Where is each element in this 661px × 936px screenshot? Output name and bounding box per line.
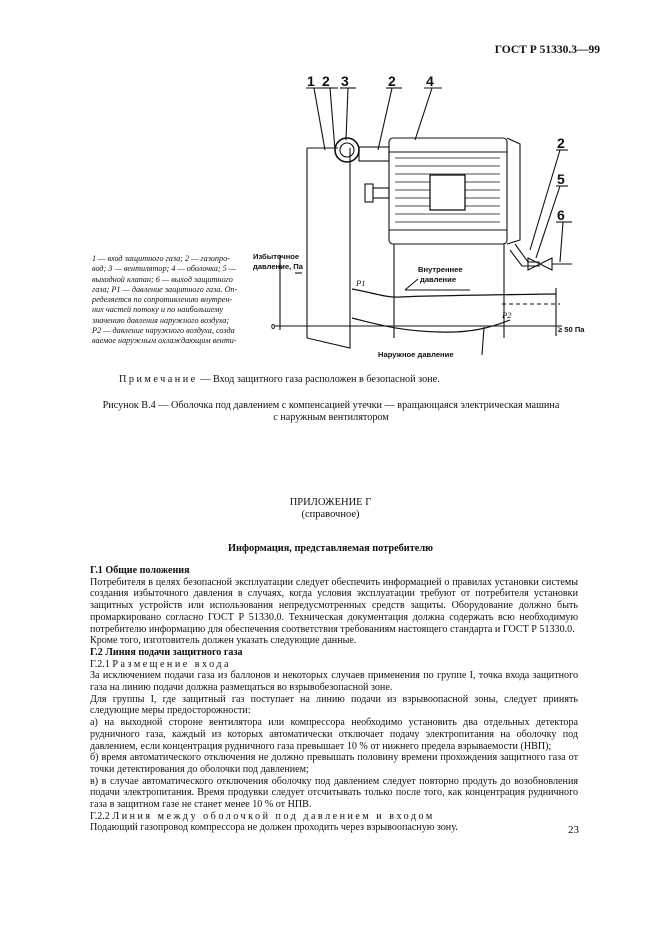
figure-caption (70, 400, 592, 424)
callout-2c: 2 (557, 135, 565, 151)
legend-line: Р2 — давление наружного воздуха, созда (92, 326, 235, 336)
g2-item-b: б) время автоматического отключения не должно превышать половину времени прохождения защитного газа от точки детектирования до оболочки под давлением; (90, 752, 578, 775)
legend-line: вод; 3 — вентилятор; 4 — оболочка; 5 — (92, 264, 237, 274)
legend-line: газа; Р1 — давление защитного газа. Оп- (92, 284, 238, 294)
caption-line: Рисунок В.4 — Оболочка под давлением с компенсацией утечки — вращающаяся электрическая машина (102, 400, 560, 411)
g2-paragraph-2: Для группы I, где защитный газ поступает на линию подачи из взрывоопасной зоны, следует принять следующие меры предосторожности: (90, 693, 578, 717)
appendix-title: ПРИЛОЖЕНИЕ Г (289, 497, 372, 508)
legend-line: них частей потоку и по наибольшему (92, 305, 224, 315)
label-p2: Р2 (502, 310, 512, 320)
callout-2a: 2 (322, 73, 330, 89)
document-header: ГОСТ Р 51330.3—99 (494, 44, 600, 56)
legend-line: ределяется по сопротивлению внутрен- (92, 295, 233, 305)
g1-paragraph-2: Кроме того, изготовитель должен указать следующие данные. (90, 635, 357, 647)
heading-g21: Г.2.1 Размещение входа (90, 658, 232, 670)
label-p1: Р1 (356, 278, 366, 288)
label-zero: 0 (271, 322, 276, 331)
callout-3: 3 (341, 73, 349, 89)
legend-line: ваемое наружным охлаждающим венти- (92, 336, 237, 346)
label-excess-pressure-2: давление, Па (253, 262, 303, 271)
legend-line: выходной клапан; 6 — выход защитного (92, 274, 233, 284)
caption-line: с наружным вентилятором (273, 412, 389, 423)
appendix-subtitle: (справочное) (301, 509, 360, 520)
section-title: Информация, представляемая потребителю (227, 543, 434, 554)
heading-g1: Г.1 Общие положения (90, 565, 190, 576)
heading-g2: Г.2 Линия подачи защитного газа (90, 646, 243, 658)
label-excess-pressure-1: Избыточное (253, 252, 300, 261)
g2-paragraph-1: За исключением подачи газа из баллонов и некоторых случаев применения по группе I, точка входа защитного газа на линию подачи должна размещаться во взрывобезопасной зоне. (90, 670, 578, 694)
label-internal-pressure-2: давление (420, 275, 457, 284)
section-body (90, 565, 578, 834)
figure-note (119, 374, 440, 385)
callout-5: 5 (557, 171, 565, 187)
label-external-pressure: Наружное давление (378, 350, 454, 359)
heading-g22: Г.2.2 Линия между оболочкой под давлением и входом (90, 810, 435, 822)
callout-4: 4 (426, 73, 434, 89)
legend-line: значению давления наружного воздуха; (92, 315, 230, 325)
callout-2b: 2 (388, 73, 396, 89)
note-label: Примечание (119, 374, 198, 385)
note-text: — Вход защитного газа расположен в безопасной зоне. (197, 374, 440, 385)
g2-item-a: а) на выходной стороне вентилятора или компрессора необходимо установить два отдельных детектора рудничного газа, каждый из которых автоматически отключает подачу электропитания на оболочку под давлением, если концентрация рудничного газа превышает 10 % от нижнего предела взрываемости (НВП); (90, 717, 578, 752)
page-number: 23 (568, 824, 579, 836)
g2-paragraph-3: Подающий газопровод компрессора не должен проходить через взрывоопасную зону. (90, 822, 458, 834)
g1-paragraph-1: Потребителя в целях безопасной эксплуатации следует обеспечить информацией о правилах установки системы создания избыточного давления в случаях, когда условия эксплуатации требуют от потребителя установки защитных устройств или использования непредусмотренных средств защиты. Оборудование должно быть промаркировано согласно ГОСТ Р 51330.0. Техническая документация должна содержать всю необходимую потребителю информацию для обеспечения соответствия требованиям настоящего стандарта и ГОСТ Р 51330.0. (90, 576, 578, 635)
figure-legend (92, 254, 248, 347)
label-min-pressure: ≥ 50 Па (558, 325, 585, 334)
legend-line: 1 — вход защитного газа; 2 — газопро- (92, 254, 230, 263)
callout-1: 1 (307, 73, 315, 89)
label-internal-pressure-1: Внутреннее (418, 265, 463, 274)
g2-item-c: в) в случае автоматического отключения оболочку под давлением следует повторно продуть до возобновления подачи электропитания. Время продувки следует отсчитывать только после того, как концентрация рудничного газа в защитном газе не станет менее 10 % от НПВ. (90, 775, 578, 811)
callout-6: 6 (557, 207, 565, 223)
